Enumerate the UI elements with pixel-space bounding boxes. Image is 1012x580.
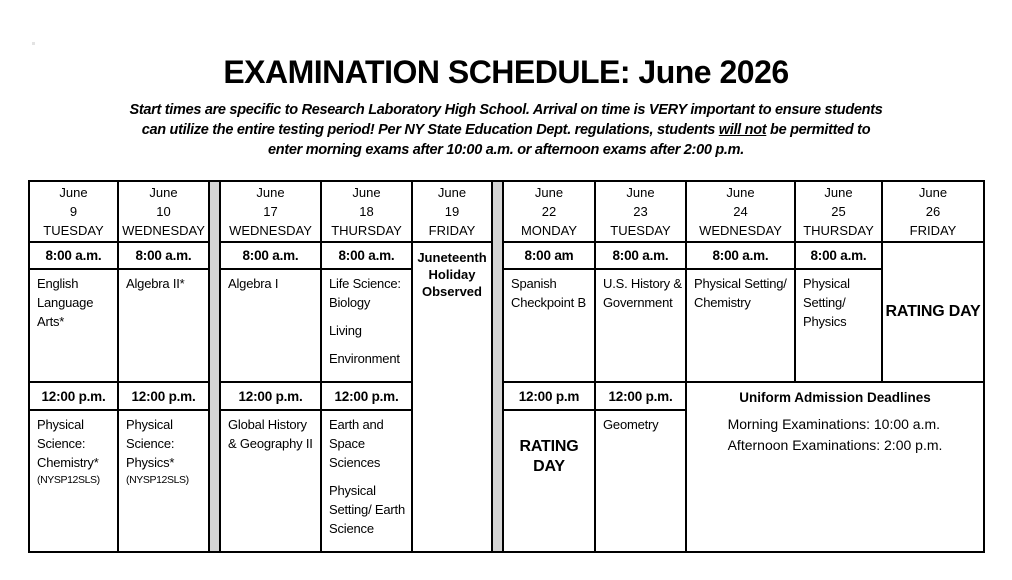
date-header-jun23: June 23 TUESDAY: [595, 181, 686, 242]
notice-line-2: can utilize the entire testing period! Per NY State Education Dept. regulations, students will not be permitted to: [141, 122, 871, 138]
jun23-pm-time: 12:00 p.m.: [595, 382, 686, 410]
uniform-admission-title: Uniform Admission Deadlines: [739, 390, 931, 406]
date-header-jun17: June 17 WEDNESDAY: [220, 181, 321, 242]
date-header-jun10: June 10 WEDNESDAY: [118, 181, 209, 242]
exam-schedule-table: [28, 180, 985, 553]
jun23-am-time: 8:00 a.m.: [595, 242, 686, 269]
uniform-admission-deadlines-cell: [686, 382, 984, 552]
jun10-am-time: 8:00 a.m.: [118, 242, 209, 269]
jun24-am-exam: Physical Setting/ Chemistry: [686, 269, 795, 382]
notice-line-1: Start times are specific to Research Laboratory High School. Arrival on time is VERY important to ensure students: [129, 102, 883, 118]
jun9-am-time: 8:00 a.m.: [29, 242, 118, 269]
date-header-jun9: June 9 TUESDAY: [29, 181, 118, 242]
jun22-pm-time: 12:00 p.m: [503, 382, 595, 410]
underlined-phrase: will not: [718, 122, 767, 138]
jun17-am-exam: Algebra I: [220, 269, 321, 382]
jun24-am-time: 8:00 a.m.: [686, 242, 795, 269]
jun23-pm-exam: Geometry: [595, 410, 686, 552]
jun26-rating-day-cell: RATING DAY: [882, 242, 984, 382]
morning-deadline: Morning Examinations: 10:00 a.m.: [727, 416, 941, 433]
jun10-pm-exam: Physical Science: Physics* (NYSP12SLS): [118, 410, 209, 552]
jun18-am-exam: Life Science: Biology Living Environment: [321, 269, 412, 382]
jun9-pm-time: 12:00 p.m.: [29, 382, 118, 410]
uniform-admission-lines: [728, 414, 943, 456]
jun25-am-time: 8:00 a.m.: [795, 242, 882, 269]
jun22-am-exam: Spanish Checkpoint B: [503, 269, 595, 382]
jun10-pm-time: 12:00 p.m.: [118, 382, 209, 410]
date-header-jun22: June 22 MONDAY: [503, 181, 595, 242]
week-divider-2: [492, 181, 503, 552]
jun25-am-exam: Physical Setting/ Physics: [795, 269, 882, 382]
stray-mark: [32, 42, 35, 45]
jun17-pm-exam: Global History & Geography II: [220, 410, 321, 552]
jun10-exam-code: (NYSP12SLS): [126, 473, 189, 486]
jun10-am-exam: Algebra II*: [118, 269, 209, 382]
jun22-rating-day-cell: RATING DAY: [503, 410, 595, 552]
jun9-am-exam: English Language Arts*: [29, 269, 118, 382]
jun17-pm-time: 12:00 p.m.: [220, 382, 321, 410]
week-divider-1: [209, 181, 220, 552]
jun9-pm-exam: Physical Science: Chemistry* (NYSP12SLS): [29, 410, 118, 552]
date-header-jun24: June 24 WEDNESDAY: [686, 181, 795, 242]
jun19-holiday-cell: Juneteenth Holiday Observed: [412, 242, 492, 552]
jun18-pm-time: 12:00 p.m.: [321, 382, 412, 410]
jun17-am-time: 8:00 a.m.: [220, 242, 321, 269]
notice-text: [0, 100, 1012, 160]
jun18-am-time: 8:00 a.m.: [321, 242, 412, 269]
date-header-jun18: June 18 THURSDAY: [321, 181, 412, 242]
afternoon-deadline: Afternoon Examinations: 2:00 p.m.: [727, 437, 943, 454]
date-header-jun25: June 25 THURSDAY: [795, 181, 882, 242]
jun18-pm-exam: Earth and Space Sciences Physical Setting/ Earth Science: [321, 410, 412, 552]
page-title: EXAMINATION SCHEDULE: June 2026: [223, 54, 789, 90]
notice-line-3: enter morning exams after 10:00 a.m. or afternoon exams after 2:00 p.m.: [268, 142, 744, 158]
jun22-am-time: 8:00 am: [503, 242, 595, 269]
jun9-exam-code: (NYSP12SLS): [37, 473, 100, 486]
date-header-jun19: June 19 FRIDAY: [412, 181, 492, 242]
jun23-am-exam: U.S. History & Government: [595, 269, 686, 382]
date-header-jun26: June 26 FRIDAY: [882, 181, 984, 242]
